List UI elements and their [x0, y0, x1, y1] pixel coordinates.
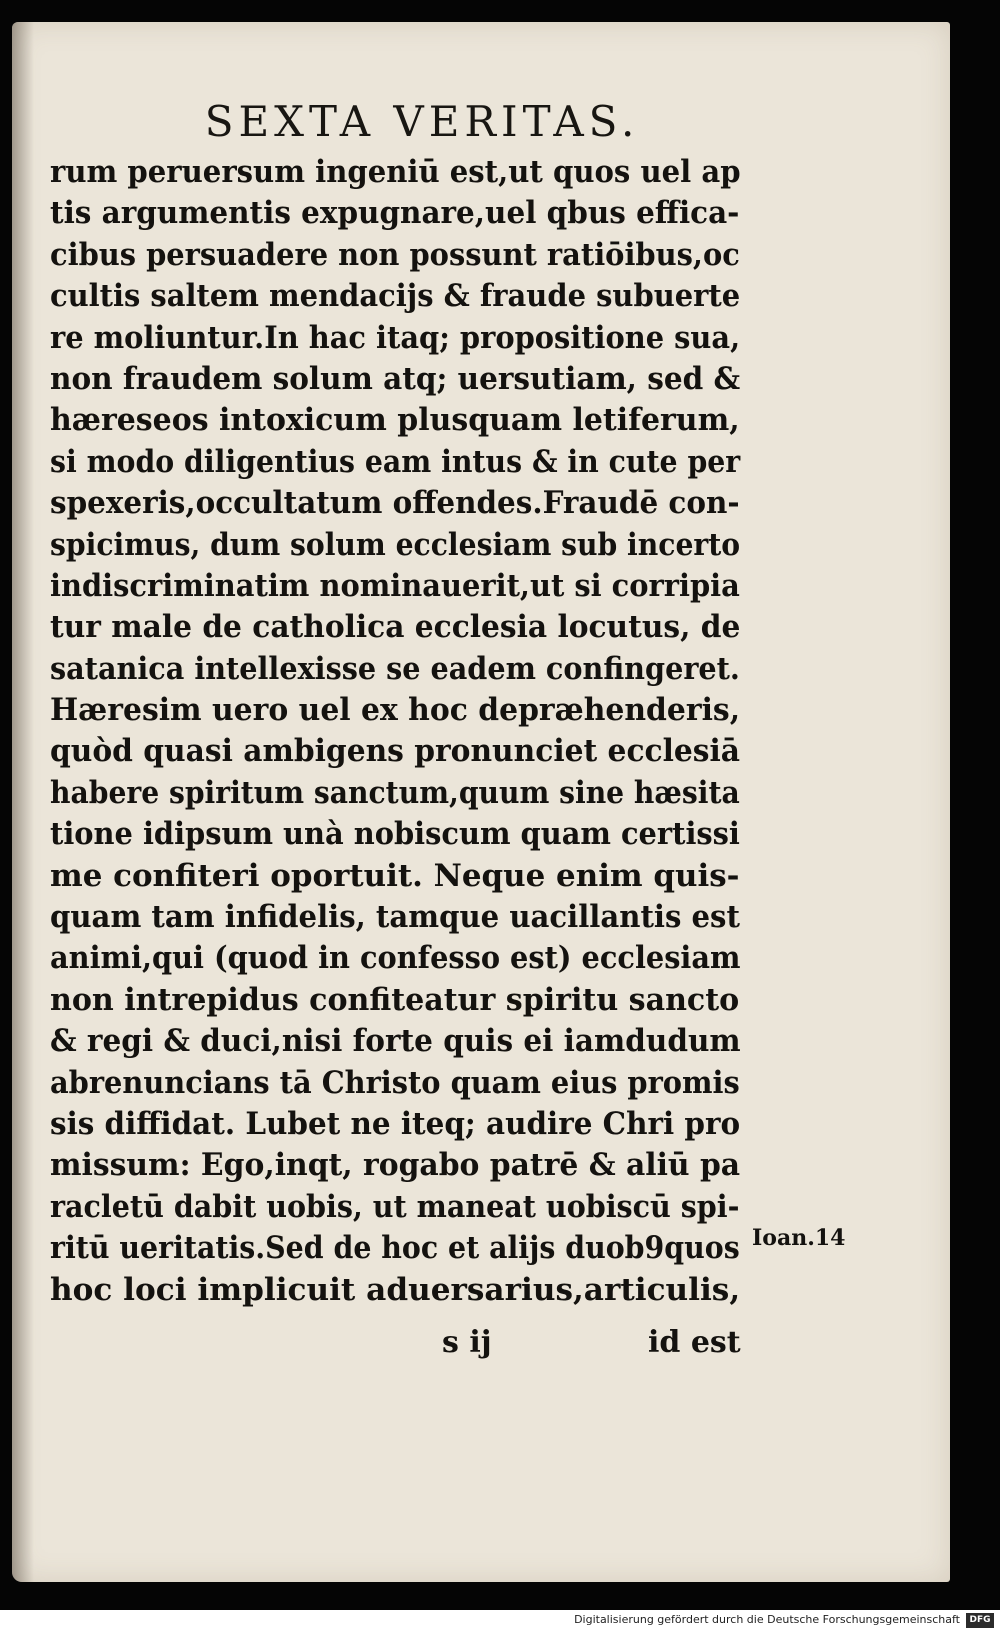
footer-bar — [0, 1610, 1000, 1633]
footer-credit: Digitalisierung gefördert durch die Deutsche Forschungsgemeinschaft — [574, 1613, 960, 1626]
text-line: quòd quasi ambigens pronunciet ecclesiā — [50, 733, 741, 770]
text-line: non intrepidus confiteatur spiritu sancto — [50, 981, 740, 1018]
text-line: cibus persuadere non possunt ratiōibus,oc — [50, 236, 740, 273]
text-line: cultis saltem mendacijs & fraude subuerte — [50, 278, 741, 315]
text-line: hoc loci implicuit aduersarius,articulis, — [50, 1271, 741, 1308]
page-gutter-shadow — [12, 22, 34, 1582]
text-line: animi,qui (quod in confesso est) ecclesiam — [50, 940, 741, 977]
text-line: ritū ueritatis.Sed de hoc et alijs duob9quos — [50, 1230, 740, 1267]
text-line: me confiteri oportuit. Neque enim quis- — [50, 857, 740, 894]
text-line: Hæresim uero uel ex hoc depræhenderis, — [50, 692, 741, 729]
marginal-note: Ioan.14 — [752, 1225, 846, 1251]
text-line: non fraudem solum atq; uersutiam, sed & — [50, 360, 741, 397]
text-line: & regi & duci,nisi forte quis ei iamdudum — [50, 1023, 741, 1060]
text-line: spexeris,occultatum offendes.Fraudē con- — [50, 485, 740, 522]
text-line: spicimus, dum solum ecclesiam sub incerto — [50, 526, 741, 563]
catchword: id est — [648, 1325, 741, 1360]
text-line: indiscriminatim nominauerit,ut si corripia — [50, 567, 740, 604]
text-line: abrenuncians tā Christo quam eius promis — [50, 1064, 740, 1101]
text-line: tur male de catholica ecclesia locutus, de — [50, 609, 741, 646]
text-line: hæreseos intoxicum plusquam letiferum, — [50, 402, 740, 439]
body-text — [50, 152, 770, 1311]
text-line: quam tam infidelis, tamque uacillantis est — [50, 899, 740, 936]
text-line: sis diffidat. Lubet ne iteq; audire Chri pro — [50, 1105, 741, 1142]
text-line: rum peruersum ingeniū est,ut quos uel ap — [50, 154, 741, 190]
text-line: habere spiritum sanctum,quum sine hæsita — [50, 774, 740, 811]
text-line: satanica intellexisse se eadem confingeret. — [50, 650, 740, 687]
dfg-logo: DFG — [966, 1613, 994, 1628]
text-line: si modo diligentius eam intus & in cute per — [50, 443, 741, 480]
running-head: SEXTA VERITAS. — [204, 97, 640, 146]
text-line: re moliuntur.In hac itaq; propositione sua, — [50, 319, 741, 356]
text-line: tione idipsum unà nobiscum quam certissi — [50, 816, 740, 853]
text-line: tis argumentis expugnare,uel qbus effica- — [50, 195, 740, 232]
book-page — [12, 22, 950, 1582]
text-line: racletū dabit uobis, ut maneat uobiscū spi- — [50, 1188, 740, 1225]
signature-mark: s ij — [442, 1325, 492, 1360]
text-line: missum: Ego,inqt, rogabo patrē & aliū pa — [50, 1147, 741, 1184]
